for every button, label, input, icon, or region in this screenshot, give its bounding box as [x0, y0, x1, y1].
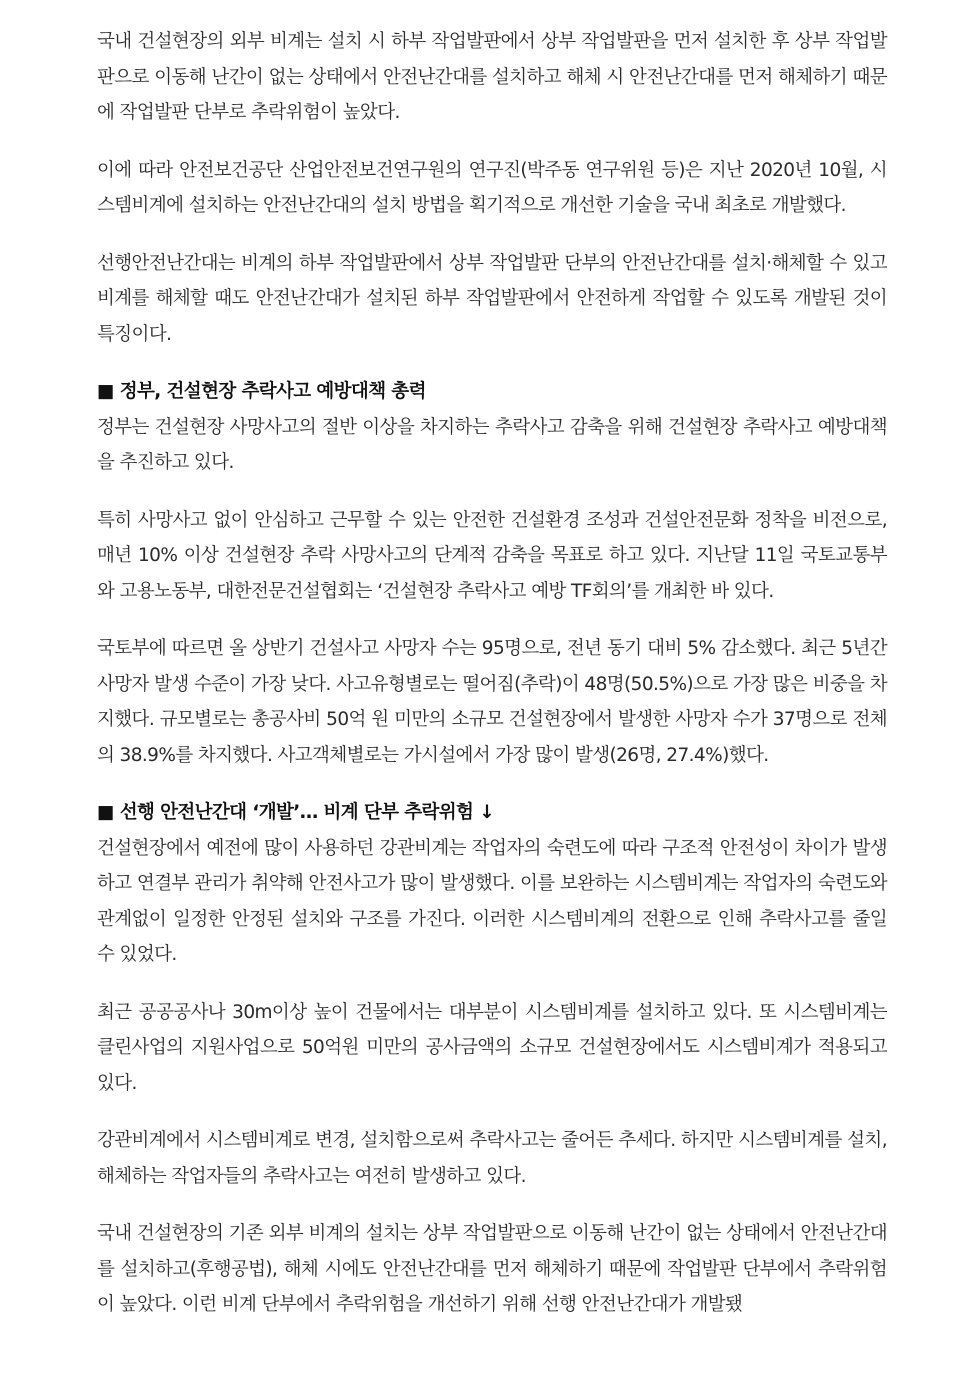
- intro-paragraph-1: 국내 건설현장의 외부 비계는 설치 시 하부 작업발판에서 상부 작업발판을 먼저 설치한 후 상부 작업발판으로 이동해 난간이 없는 상태에서 안전난간대를 설치하고 해체 시 안전난간대를 먼저 해체하기 때문에 작업발판 단부로 추락위험이 높았다.: [97, 31, 887, 123]
- section2-paragraph-2: 최근 공공공사나 30m이상 높이 건물에서는 대부분이 시스템비계를 설치하고 있다. 또 시스템비계는 클린사업의 지원사업으로 50억원 미만의 공사금액의 소규모 건설현장에서도 시스템비계가 적용되고 있다.: [97, 1001, 887, 1094]
- section-heading-guardrail-development: ■ 선행 안전난간대 ‘개발’… 비계 단부 추락위험 ↓: [97, 802, 495, 823]
- section2-paragraph-1: 건설현장에서 예전에 많이 사용하던 강관비계는 작업자의 숙련도에 따라 구조적 안전성이 차이가 발생하고 연결부 관리가 취약해 안전사고가 많이 발생했다. 이를 보완하는 시스템비계는 작업자의 숙련도와 관계없이 일정한 안정된 설치와 구조를 가진다. 이러한 시스템비계의 전환으로 인해 추락사고를 줄일 수 있었다.: [97, 837, 887, 965]
- article-body: [97, 24, 887, 1345]
- section2-paragraph-3: 강관비계에서 시스템비계로 변경, 설치함으로써 추락사고는 줄어든 추세다. 하지만 시스템비계를 설치, 해체하는 작업자들의 추락사고는 여전히 발생하고 있다.: [97, 1130, 887, 1187]
- section2-paragraph-4: 국내 건설현장의 기존 외부 비계의 설치는 상부 작업발판으로 이동해 난간이 없는 상태에서 안전난간대를 설치하고(후행공법), 해체 시에도 안전난간대를 먼저 해체하기 때문에 작업발판 단부에서 추락위험이 높았다. 이런 비계 단부에서 추락위험을 개선하기 위해 선행 안전난간대가 개발됐: [97, 1223, 887, 1315]
- section1-paragraph-2: 특히 사망사고 없이 안심하고 근무할 수 있는 안전한 건설환경 조성과 건설안전문화 정착을 비전으로, 매년 10% 이상 건설현장 추락 사망사고의 단계적 감축을 목표로 하고 있다. 지난달 11일 국토교통부와 고용노동부, 대한전문건설협회는 ‘건설현장 추락사고 예방 TF회의’를 개최한 바 있다.: [97, 509, 887, 602]
- section1-paragraph-1: 정부는 건설현장 사망사고의 절반 이상을 차지하는 추락사고 감축을 위해 건설현장 추락사고 예방대책을 추진하고 있다.: [97, 416, 887, 473]
- intro-paragraph-2: 이에 따라 안전보건공단 산업안전보건연구원의 연구진(박주동 연구위원 등)은 지난 2020년 10월, 시스템비계에 설치하는 안전난간대의 설치 방법을 획기적으로 개선한 기술을 국내 최초로 개발했다.: [97, 159, 887, 216]
- section1-paragraph-3: 국토부에 따르면 올 상반기 건설사고 사망자 수는 95명으로, 전년 동기 대비 5% 감소했다. 최근 5년간 사망자 발생 수준이 가장 낮다. 사고유형별로는 떨어짐(추락)이 48명(50.5%)으로 가장 많은 비중을 차지했다. 규모별로는 총공사비 50억 원 미만의 소규모 건설현장에서 발생한 사망자 수가 37명으로 전체의 38.9%를 차지했다. 사고객체별로는 가시설에서 가장 많이 발생(26명, 27.4%)했다.: [97, 638, 887, 766]
- intro-paragraph-3: 선행안전난간대는 비계의 하부 작업발판에서 상부 작업발판 단부의 안전난간대를 설치·해체할 수 있고 비계를 해체할 때도 안전난간대가 설치된 하부 작업발판에서 안전하게 작업할 수 있도록 개발된 것이 특징이다.: [97, 252, 887, 345]
- section-heading-government: ■ 정부, 건설현장 추락사고 예방대책 총력: [97, 381, 426, 402]
